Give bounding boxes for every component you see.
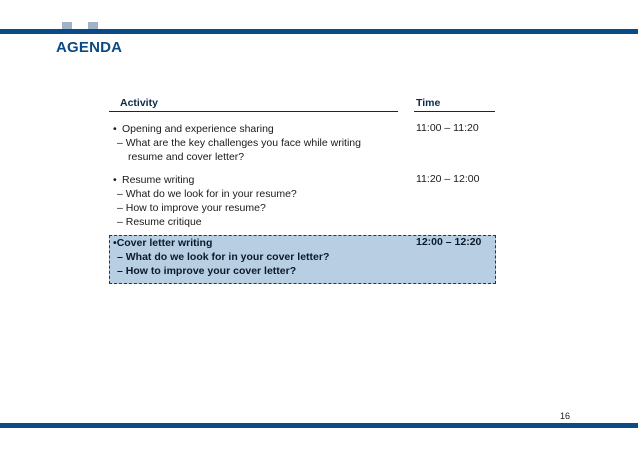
header-activity: Activity: [120, 97, 158, 109]
slide-title: AGENDA: [56, 39, 123, 56]
row-3-main: Cover letter writing: [116, 237, 213, 249]
row-2-sub-1: – What do we look for in your resume?: [117, 188, 297, 200]
agenda-row-1: [113, 122, 361, 164]
bullet-icon: •: [113, 174, 117, 186]
row-1-sub-2: resume and cover letter?: [128, 151, 245, 163]
bullet-icon: •: [113, 123, 117, 135]
agenda-row-2: [113, 173, 297, 229]
header-rule-activity: [109, 111, 398, 112]
bullet-icon: •: [113, 237, 117, 249]
top-accent-bar: [0, 29, 638, 34]
row-3-sub-2: – How to improve your cover letter?: [117, 265, 297, 277]
row-2-sub-3: – Resume critique: [117, 216, 202, 228]
header-rule-time: [414, 111, 495, 112]
row-3-time: 12:00 – 12:20: [416, 236, 482, 248]
page-number: 16: [560, 411, 571, 421]
row-2-main: Resume writing: [122, 174, 195, 186]
row-2-time: 11:20 – 12:00: [416, 173, 480, 185]
row-1-main: Opening and experience sharing: [122, 123, 274, 135]
agenda-row-3: [113, 236, 329, 278]
row-1-time: 11:00 – 11:20: [416, 122, 479, 134]
header-time: Time: [416, 97, 441, 109]
row-2-sub-2: – How to improve your resume?: [117, 202, 266, 214]
row-3-sub-1: – What do we look for in your cover letter?: [117, 251, 330, 263]
bottom-accent-bar: [0, 423, 638, 428]
row-1-sub-1: – What are the key challenges you face while writing: [117, 137, 361, 149]
